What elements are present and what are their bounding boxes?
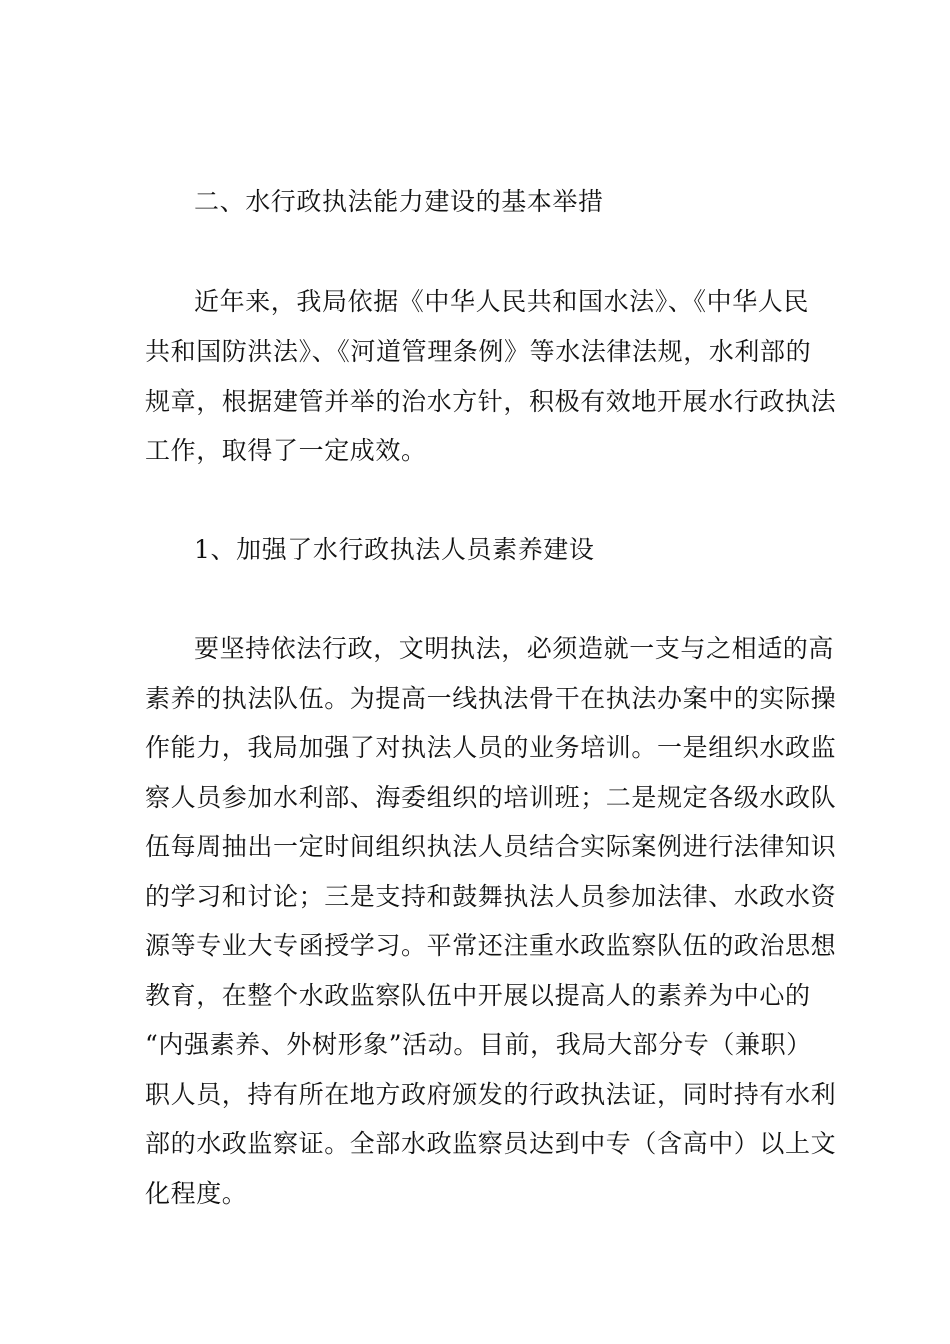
body-paragraph-line: 化程度。 xyxy=(145,1179,248,1208)
body-paragraph-line: 要坚持依法行政，文明执法，必须造就一支与之相适的高 xyxy=(194,634,835,663)
subsection-heading: 1、加强了水行政执法人员素养建设 xyxy=(194,535,595,564)
body-paragraph-line: 察人员参加水利部、海委组织的培训班；二是规定各级水政队 xyxy=(145,783,837,812)
body-paragraph-line: 伍每周抽出一定时间组织执法人员结合实际案例进行法律知识 xyxy=(145,832,837,861)
body-paragraph-line: 职人员，持有所在地方政府颁发的行政执法证，同时持有水利 xyxy=(145,1080,837,1109)
body-paragraph-line: 部的水政监察证。全部水政监察员达到中专（含高中）以上文 xyxy=(145,1129,837,1158)
body-paragraph-line: 的学习和讨论；三是支持和鼓舞执法人员参加法律、水政水资 xyxy=(145,882,837,911)
intro-paragraph-line: 共和国防洪法》、《河道管理条例》等水法律法规，水利部的 xyxy=(145,337,812,366)
intro-paragraph-line: 工作，取得了一定成效。 xyxy=(145,436,427,465)
body-paragraph-line: 作能力，我局加强了对执法人员的业务培训。一是组织水政监 xyxy=(145,733,837,762)
body-paragraph-line: 教育，在整个水政监察队伍中开展以提高人的素养为中心的 xyxy=(145,981,811,1010)
intro-paragraph-line: 近年来，我局依据《中华人民共和国水法》、《中华人民 xyxy=(194,287,810,316)
body-paragraph-line: 源等专业大专函授学习。平常还注重水政监察队伍的政治思想 xyxy=(145,931,837,960)
intro-paragraph-line: 规章，根据建管并举的治水方针，积极有效地开展水行政执法 xyxy=(145,387,837,416)
section-heading: 二、水行政执法能力建设的基本举措 xyxy=(194,187,604,216)
body-paragraph-line: “内强素养、外树形象”活动。目前，我局大部分专（兼职） xyxy=(145,1030,812,1059)
body-paragraph-line: 素养的执法队伍。为提高一线执法骨干在执法办案中的实际操 xyxy=(145,684,837,713)
